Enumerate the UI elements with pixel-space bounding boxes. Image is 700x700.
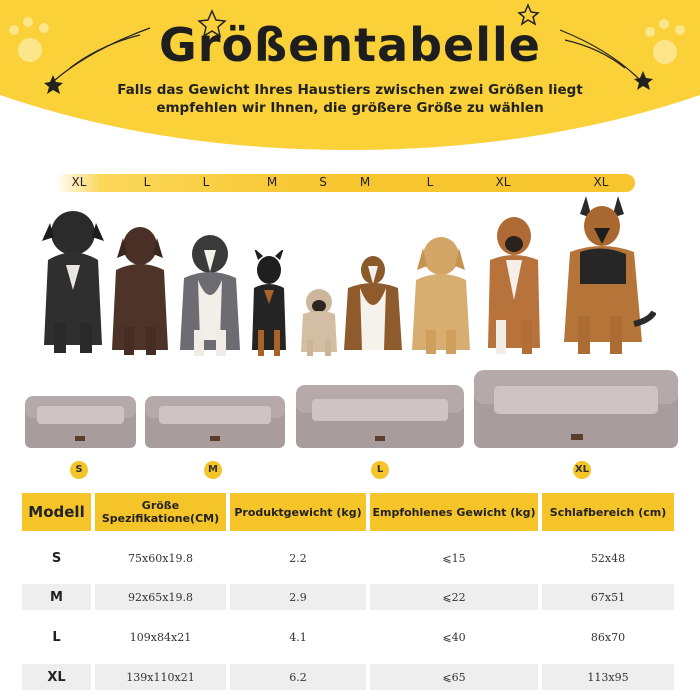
dog-german-shepherd-image (556, 192, 656, 356)
dog-boxer-image (478, 212, 550, 356)
table-cell: 92x65x19.8 (95, 584, 226, 610)
table-header-cell: Empfohlenes Gewicht (kg) (370, 493, 538, 531)
page-title: Größentabelle (159, 18, 541, 72)
table-cell: 139x110x21 (95, 664, 226, 690)
bed-size-badge: L (371, 461, 389, 479)
dog-australian-shepherd-image (176, 230, 244, 358)
table-cell: 109x84x21 (129, 630, 192, 644)
table-cell: 2.9 (230, 584, 366, 610)
table-cell: 4.1 (289, 630, 307, 644)
dog-sheltie-image (342, 252, 404, 358)
subtitle-line-1: Falls das Gewicht Ihres Haustiers zwischen zwei Größen liegt (117, 82, 583, 98)
table-cell: 6.2 (230, 664, 366, 690)
dog-size-bar (55, 174, 635, 192)
table-cell: 86x70 (590, 630, 626, 644)
table-header-cell: Modell (22, 493, 91, 531)
table-cell: ⩽65 (370, 664, 538, 690)
dog-size-label: XL (495, 175, 511, 189)
table-cell: ⩽22 (370, 584, 538, 610)
table-cell: S (51, 550, 62, 566)
subtitle-line-2: empfehlen wir Ihnen, die größere Größe zu wählen (156, 100, 544, 116)
bed-size-badge: XL (573, 461, 591, 479)
bed-s-image (25, 396, 136, 448)
table-header-cell: Produktgewicht (kg) (230, 493, 366, 531)
table-cell: XL (22, 664, 91, 690)
table-cell: ⩽15 (442, 551, 466, 565)
dog-size-label: XL (71, 175, 87, 189)
table-cell: L (52, 629, 61, 645)
dog-cane-corso-image (36, 205, 110, 355)
table-cell: M (22, 584, 91, 610)
table-cell: ⩽40 (442, 630, 466, 644)
dog-size-label: L (202, 175, 210, 189)
table-header-cell: Größe Spezifikatione(CM) (95, 493, 226, 531)
dog-pinscher-image (244, 250, 294, 358)
dog-size-label: M (266, 175, 278, 189)
dog-size-label: XL (593, 175, 609, 189)
dog-size-label: S (319, 175, 327, 189)
bed-xl-image (474, 370, 678, 448)
bed-size-badge: M (204, 461, 222, 479)
bed-size-badge: S (70, 461, 88, 479)
dog-size-label: L (426, 175, 434, 189)
dog-pug-image (297, 286, 341, 358)
table-cell: 67x51 (542, 584, 674, 610)
dog-labrador-image (106, 222, 174, 357)
dog-size-label: M (359, 175, 371, 189)
table-header-cell: Schlafbereich (cm) (542, 493, 674, 531)
bed-m-image (145, 396, 285, 448)
table-cell: 52x48 (590, 551, 626, 565)
dog-size-label: L (143, 175, 151, 189)
table-cell: 2.2 (289, 551, 307, 565)
dog-golden-retriever-image (408, 232, 474, 356)
table-cell: 113x95 (542, 664, 674, 690)
table-cell: 75x60x19.8 (128, 551, 193, 565)
bed-l-image (296, 385, 464, 448)
